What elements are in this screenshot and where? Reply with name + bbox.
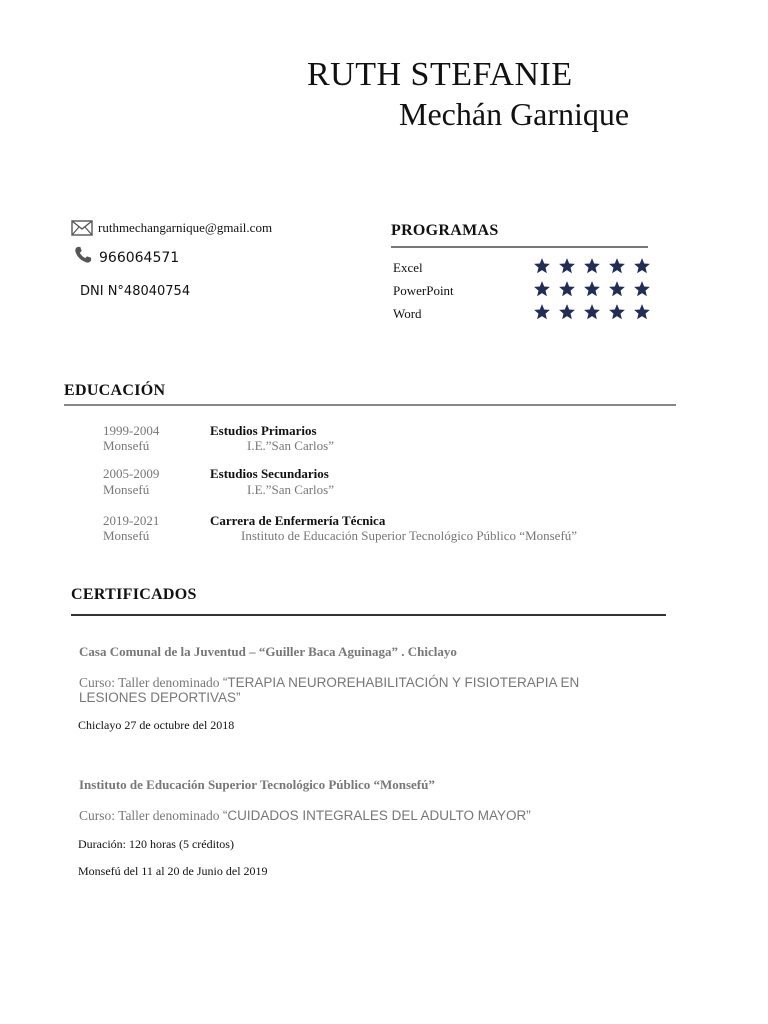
certificate-course-name: “TERAPIA NEUROREHABILITACIÓN Y FISIOTERAPIA EN LESIONES DEPORTIVAS” [79, 675, 580, 705]
certificate-organization: Instituto de Educación Superior Tecnológico Público “Monsefú” [79, 777, 435, 792]
last-name: Mechán Garnique [399, 96, 630, 132]
certificate-course [79, 808, 619, 823]
education-degree: Estudios Primarios [210, 423, 317, 438]
program-row-word [393, 304, 653, 324]
certificate-organization: Casa Comunal de la Juventud – “Guiller Baca Aguinaga” . Chiclayo [79, 644, 457, 659]
star-icon [533, 303, 551, 321]
program-rating [533, 280, 653, 300]
programs-title: PROGRAMAS [391, 222, 499, 239]
star-icon [558, 280, 576, 298]
star-icon [608, 257, 626, 275]
star-icon [633, 257, 651, 275]
star-icon [633, 303, 651, 321]
education-place: Monsefú [103, 528, 150, 543]
program-row-powerpoint [393, 281, 653, 301]
certificate-course-label: Curso: Taller denominado [79, 808, 223, 823]
program-name: Word [393, 306, 422, 321]
education-divider [64, 404, 676, 406]
program-rating [533, 303, 653, 323]
dni-number: DNI N°48040754 [80, 284, 191, 299]
first-name: RUTH STEFANIE [307, 56, 573, 93]
education-years: 2019-2021 [103, 513, 160, 528]
star-icon [583, 303, 601, 321]
education-institution: I.E.”San Carlos” [247, 482, 335, 497]
email-address: ruthmechangarnique@gmail.com [98, 220, 273, 235]
education-title: EDUCACIÓN [64, 382, 166, 399]
certificate-detail: Duración: 120 horas (5 créditos) [78, 837, 234, 851]
education-place: Monsefú [103, 482, 150, 497]
education-institution: I.E.”San Carlos” [247, 438, 335, 453]
certificate-course [79, 675, 619, 705]
education-years: 1999-2004 [103, 423, 160, 438]
star-icon [608, 303, 626, 321]
certificate-detail: Monsefú del 11 al 20 de Junio del 2019 [78, 864, 268, 878]
phone-icon [72, 246, 94, 264]
education-degree: Estudios Secundarios [210, 466, 329, 481]
star-icon [608, 280, 626, 298]
phone-number: 966064571 [99, 250, 180, 266]
star-icon [558, 257, 576, 275]
certificate-course-name: “CUIDADOS INTEGRALES DEL ADULTO MAYOR” [222, 808, 531, 823]
education-degree: Carrera de Enfermería Técnica [210, 513, 386, 528]
star-icon [558, 303, 576, 321]
certificates-divider [71, 614, 666, 616]
programs-divider [391, 246, 648, 248]
star-icon [533, 280, 551, 298]
star-icon [533, 257, 551, 275]
certificate-course-label: Curso: Taller denominado [79, 675, 223, 690]
program-row-excel [393, 258, 653, 278]
certificate-detail: Chiclayo 27 de octubre del 2018 [78, 718, 235, 732]
star-icon [633, 280, 651, 298]
star-icon [583, 280, 601, 298]
program-rating [533, 257, 653, 277]
envelope-icon [71, 219, 93, 237]
education-institution: Instituto de Educación Superior Tecnológico Público “Monsefú” [241, 528, 578, 543]
program-name: Excel [393, 260, 423, 275]
program-name: PowerPoint [393, 283, 454, 298]
certificates-title: CERTIFICADOS [71, 586, 197, 603]
star-icon [583, 257, 601, 275]
education-place: Monsefú [103, 438, 150, 453]
education-years: 2005-2009 [103, 466, 160, 481]
